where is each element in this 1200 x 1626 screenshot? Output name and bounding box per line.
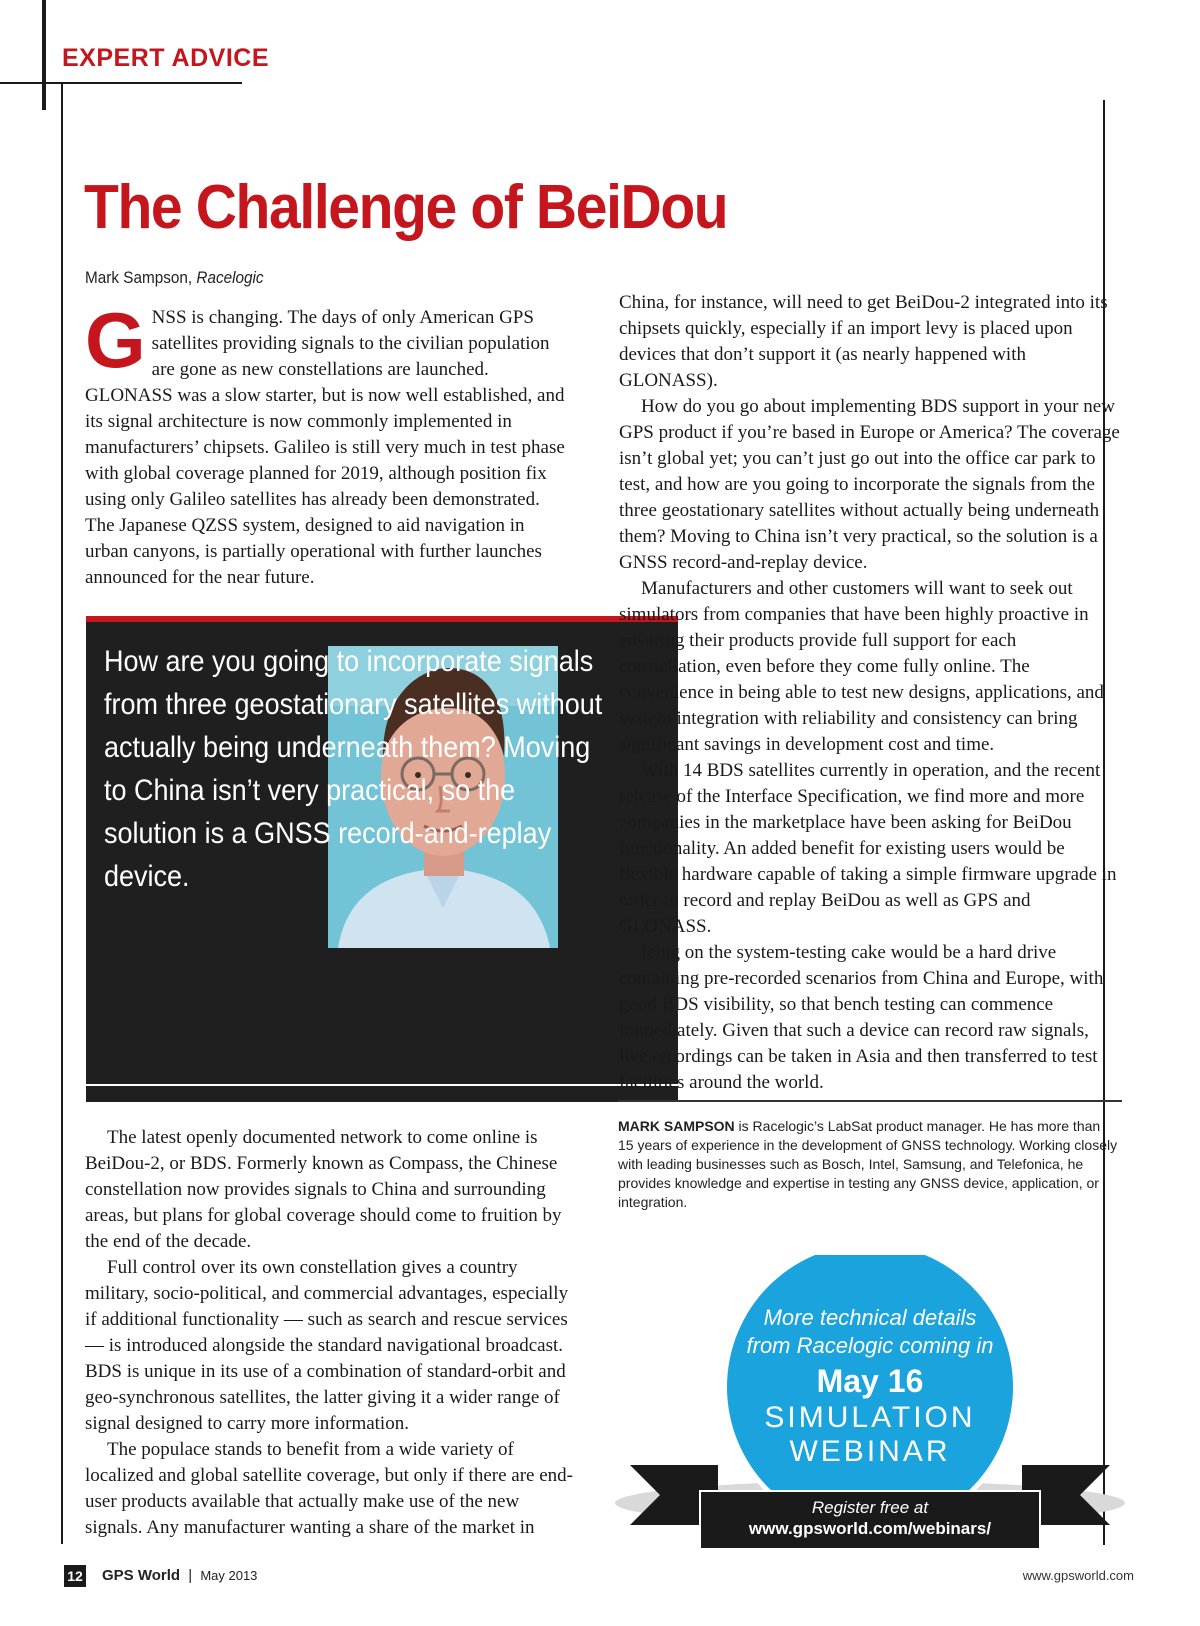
header-rule bbox=[0, 82, 242, 84]
section-label: EXPERT ADVICE bbox=[62, 44, 270, 72]
author-name: Mark Sampson, bbox=[85, 268, 193, 287]
author-company: Racelogic bbox=[196, 268, 264, 287]
badge-date: May 16 bbox=[816, 1363, 924, 1399]
bio-name: MARK SAMPSON bbox=[618, 1118, 735, 1134]
register-label: Register free at bbox=[811, 1498, 929, 1517]
paragraph: Full control over its own constellation gives a country military, socio-political, and commercial advantages, especially if additional functionality — such as search and rescue services — is introduced alongside the standard navigational broadcast. BDS is unique in its use of a combination of standard-orbit and geo-synchronous satellites, the latter giving it a wider range of signal designed to carry more information. bbox=[85, 1257, 569, 1434]
pull-quote-bottom-bar bbox=[86, 1086, 678, 1102]
byline bbox=[85, 268, 264, 288]
left-column bbox=[85, 1125, 575, 1541]
intro-text: NSS is changing. The days of only American GPS satellites providing signals to the civilian population are gone as new constellations are launched. GLONASS was a slow starter, but is now well established, and its signal architecture is now commonly implemented in manufacturers’ chipsets. Galileo is still very much in test phase with global coverage planned for 2019, although position fix using only Galileo satellites has already been demonstrated. The Japanese QZSS system, designed to aid navigation in urban canyons, is partially operational with further launches announced for the near future. bbox=[85, 307, 565, 588]
webinar-badge[interactable] bbox=[600, 1255, 1140, 1555]
pull-quote-text: How are you going to incorporate signals from three geostationary satellites without actually being underneath them? Moving to China isn’t very practical, so the solution is a GNSS record-and-replay device. bbox=[104, 645, 603, 893]
author-bio bbox=[618, 1117, 1118, 1212]
bio-text: is Racelogic’s LabSat product manager. He has more than 15 years of experience in the development of GNSS technology. Working closely with leading businesses such as Bosch, Intel, Samsung, and Telefonica, he provides knowledge and expertise in testing any GNSS device, application, or integration. bbox=[618, 1118, 1118, 1210]
paragraph: China, for instance, will need to get BeiDou-2 integrated into its chipsets quickly, especially if an import levy is placed upon devices that don’t support it (as nearly happened with GLONASS). bbox=[619, 292, 1108, 391]
pull-quote bbox=[104, 640, 608, 898]
drop-cap: G bbox=[85, 296, 146, 384]
page-number: 12 bbox=[64, 1565, 86, 1587]
left-frame-rule bbox=[61, 84, 63, 1544]
badge-line1: More technical details bbox=[763, 1305, 977, 1330]
magazine-name: GPS World bbox=[102, 1567, 181, 1584]
badge-line4: WEBINAR bbox=[789, 1435, 951, 1468]
intro-paragraph bbox=[85, 296, 567, 591]
paragraph: How do you go about implementing BDS support in your new GPS product if you’re based in Europe or America? The coverage isn’t global yet; you can’t just go out into the office car park to test, and how are you going to incorporate the signals from the three geostationary satellites without actually being underneath them? Moving to China isn’t very practical, so the solution is a GNSS record-and-replay device. bbox=[619, 396, 1120, 573]
register-link[interactable]: www.gpsworld.com/webinars/ bbox=[748, 1519, 992, 1538]
paragraph: The latest openly documented network to come online is BeiDou-2, or BDS. Formerly known as Compass, the Chinese constellation now provides signals to China and surrounding areas, but plans for global coverage should come to fruition by the end of the decade. bbox=[85, 1127, 562, 1252]
corner-vertical-rule bbox=[42, 0, 46, 110]
issue-date: May 2013 bbox=[200, 1568, 258, 1583]
footer-website[interactable]: www.gpsworld.com bbox=[1022, 1568, 1134, 1583]
badge-line3: SIMULATION bbox=[764, 1401, 976, 1434]
paragraph: The populace stands to benefit from a wide variety of localized and global satellite coverage, but only if there are end-user products available that actually make use of the new signals. Any manufacturer wanting a share of the market in bbox=[85, 1439, 573, 1538]
footer-magazine: GPS World | May 2013 bbox=[102, 1567, 258, 1584]
right-column bbox=[619, 290, 1121, 1096]
badge-line2: from Racelogic coming in bbox=[746, 1333, 994, 1358]
paragraph: Icing on the system-testing cake would be a hard drive containing pre-recorded scenarios from China and Europe, with good BDS visibility, so that bench testing can commence immediately. Given that such a device can record raw signals, live recordings can be taken in Asia and then transferred to test facilities around the world. bbox=[619, 942, 1104, 1093]
paragraph: Manufacturers and other customers will want to seek out simulators from companies that have been highly proactive in ensuring their products provide full support for each constellation, even before they come fully online. The convenience in being able to test new designs, applications, and system integration with reliability and consistency can bring significant savings in development cost and time. bbox=[619, 578, 1104, 755]
page-title: The Challenge of BeiDou bbox=[84, 173, 728, 242]
paragraph: With 14 BDS satellites currently in operation, and the recent release of the Interface Specification, we find more and more companies in the marketplace have been asking for BeiDou functionality. An added benefit for existing users would be flexible hardware capable of taking a simple firmware upgrade in order to record and replay BeiDou as well as GPS and GLONASS. bbox=[619, 760, 1117, 937]
bio-rule bbox=[618, 1100, 1122, 1102]
